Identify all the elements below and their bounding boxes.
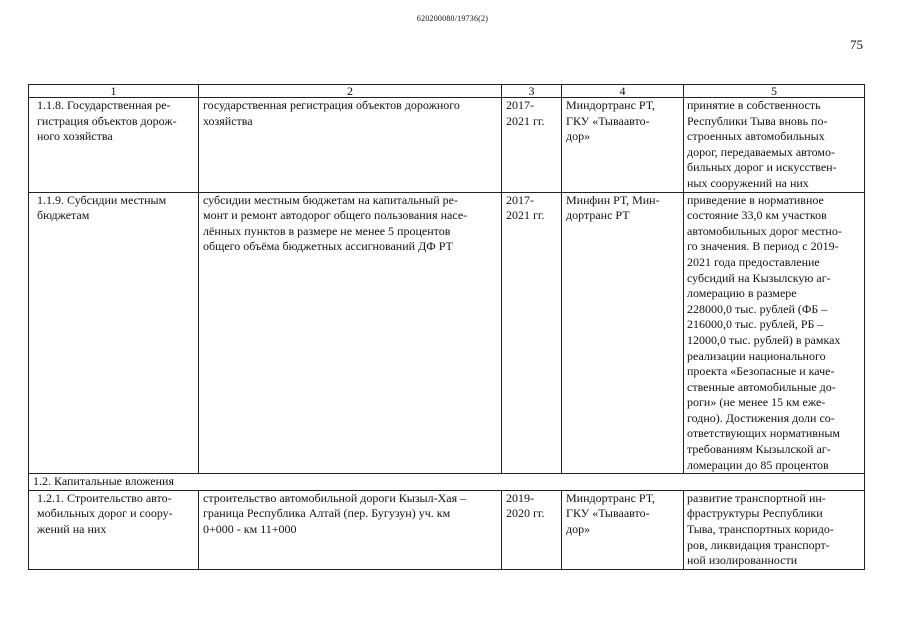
column-number: 2	[199, 85, 502, 98]
section-title: 1.2. Капитальные вложения	[29, 474, 865, 491]
column-number: 3	[502, 85, 562, 98]
column-number-row	[29, 85, 865, 98]
result-cell: принятие в собственность Республики Тыва вновь по- строенных автомобильных дорог, передаваемых автомо- бильных дорог и искусствен- ных сооружений на них	[684, 98, 865, 193]
document-code: 620200080/19736(2)	[416, 14, 489, 23]
period-cell: 2017- 2021 гг.	[502, 192, 562, 474]
section-row	[29, 474, 865, 491]
column-number: 5	[684, 85, 865, 98]
executor-cell: Минфин РТ, Мин- дортранс РТ	[562, 192, 684, 474]
period-cell: 2019- 2020 гг.	[502, 490, 562, 569]
page-number: 75	[850, 37, 863, 52]
measure-name-cell: 1.2.1. Строительство авто- мобильных дорог и соору- жений на них	[29, 490, 199, 569]
executor-cell: Миндортранс РТ, ГКУ «Тываавто- дор»	[562, 98, 684, 193]
table-row	[29, 98, 865, 193]
column-number: 4	[562, 85, 684, 98]
measure-content-cell: государственная регистрация объектов дорожного хозяйства	[199, 98, 502, 193]
result-cell: приведение в нормативное состояние 33,0 км участков автомобильных дорог местно- го значения. В период с 2019- 2021 года предоставление субсидий на Кызылскую аг- ломерацию в размере 228000,0 тыс. рублей (ФБ – 216000,0 тыс. рублей, РБ – 12000,0 тыс. рублей) в рамках реализации национального проекта «Безопасные и каче- ственные автомобильные до- роги» (не менее 15 км еже- годно). Достижения доли со- ответствующих нормативным требованиям Кызылской аг- ломерации до 85 процентов	[684, 192, 865, 474]
executor-cell: Миндортранс РТ, ГКУ «Тываавто- дор»	[562, 490, 684, 569]
table-row	[29, 490, 865, 569]
measure-content-cell: строительство автомобильной дороги Кызыл-Хая – граница Республика Алтай (пер. Бугузун) уч. км 0+000 - км 11+000	[199, 490, 502, 569]
result-cell: развитие транспортной ин- фраструктуры Республики Тыва, транспортных коридо- ров, ликвидация транспорт- ной изолированности	[684, 490, 865, 569]
measure-name-cell: 1.1.8. Государственная ре- гистрация объектов дорож- ного хозяйства	[29, 98, 199, 193]
period-cell: 2017- 2021 гг.	[502, 98, 562, 193]
measure-content-cell: субсидии местным бюджетам на капитальный ре- монт и ремонт автодорог общего пользования насе- лённых пунктов в размере не менее 5 процентов общего объёма бюджетных ассигнований ДФ РТ	[199, 192, 502, 474]
table-row	[29, 192, 865, 474]
column-number: 1	[29, 85, 199, 98]
measure-name-cell: 1.1.9. Субсидии местным бюджетам	[29, 192, 199, 474]
measures-table	[28, 84, 865, 570]
